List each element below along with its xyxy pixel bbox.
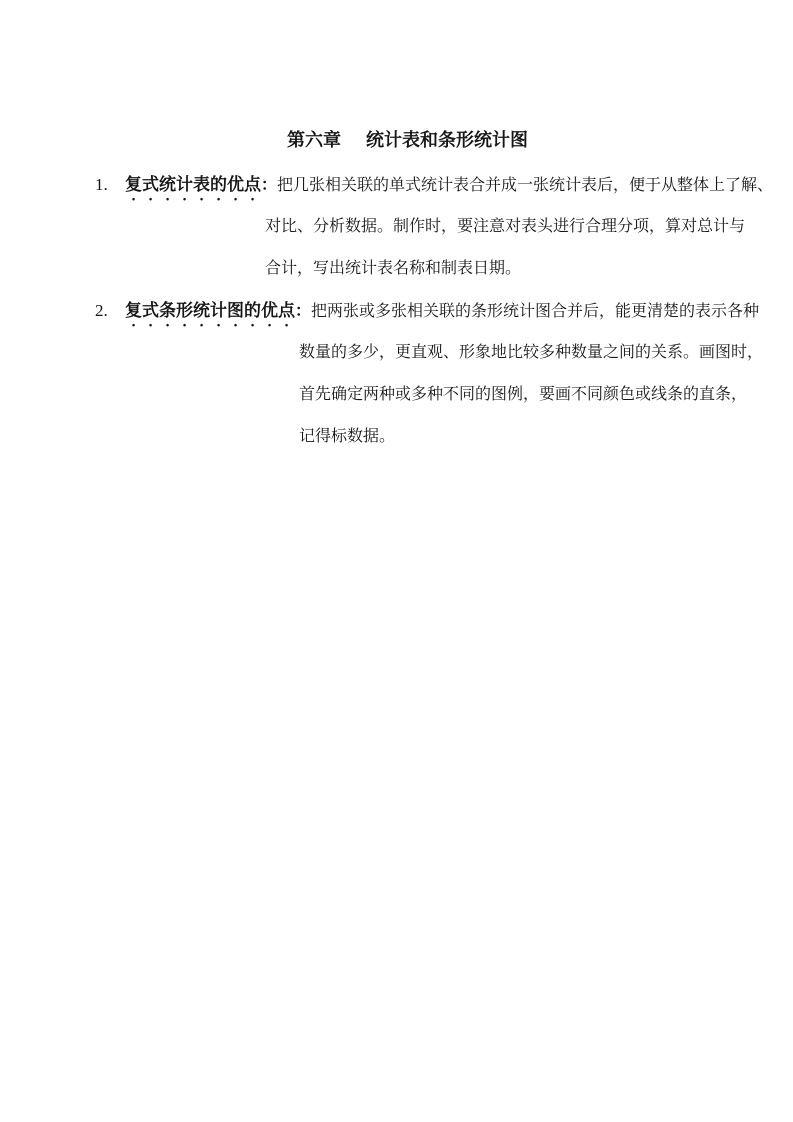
list-item-2 <box>95 290 785 458</box>
item-1-text-line-1: 把几张相关联的单式统计表合并成一张统计表后，便于从整体上了解、 <box>277 177 774 194</box>
item-2-text-line-1: 把两张或多张相关联的条形统计图合并后，能更清楚的表示各种 <box>311 303 760 320</box>
list-item-1 <box>95 164 785 290</box>
numbered-list <box>95 164 785 458</box>
page-title <box>287 128 528 152</box>
item-2-number: 2. <box>95 301 108 320</box>
item-1-text-line-2: 对比、分析数据。制作时，要注意对表头进行合理分项，算对总计与 <box>265 218 746 235</box>
item-2-colon: ： <box>295 303 312 320</box>
item-2-text-line-2: 数量的多少，更直观、形象地比较多种数量之间的关系。画图时， <box>299 344 764 361</box>
item-1-number: 1. <box>95 175 108 194</box>
item-2-text-line-3: 首先确定两种或多种不同的图例，要画不同颜色或线条的直条， <box>299 386 748 403</box>
chapter-title-label: 统计表和条形统计图 <box>366 130 528 150</box>
item-1-colon: ： <box>261 177 278 194</box>
item-2-line-1 <box>95 290 785 332</box>
item-1-text-line-3: 合计，写出统计表名称和制表日期。 <box>265 260 522 277</box>
item-1-line-1 <box>95 164 785 206</box>
item-2-text-line-4: 记得标数据。 <box>299 428 396 445</box>
item-1-term: 复式统计表的优点 <box>125 175 261 194</box>
item-2-term: 复式条形统计图的优点 <box>125 301 295 320</box>
chapter-label: 第六章 <box>287 130 341 150</box>
